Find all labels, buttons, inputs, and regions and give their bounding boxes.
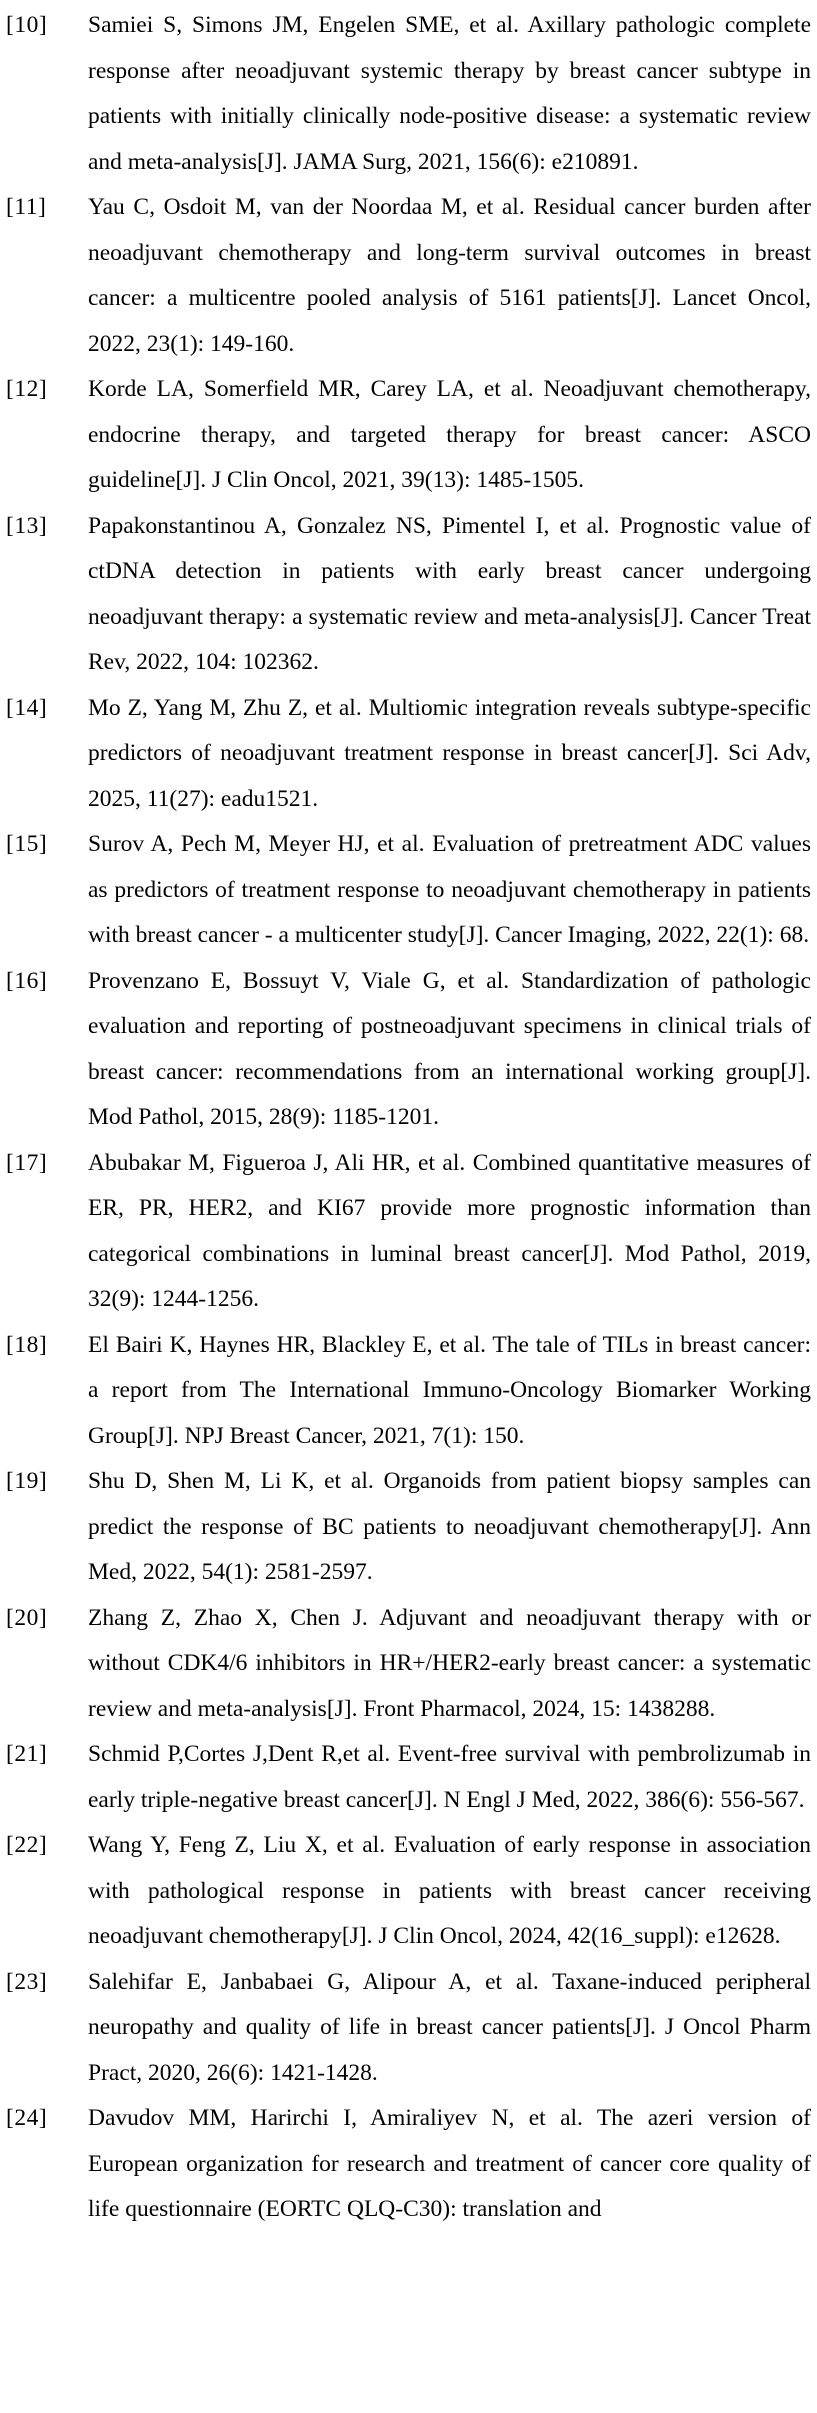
reference-item [6,1459,811,1596]
reference-item [6,686,811,823]
reference-item [6,822,811,959]
reference-number: [24] [6,2105,48,2131]
reference-text: Provenzano E, Bossuyt V, Viale G, et al. Standardization of pathologic evaluation and reporting of postneoadjuvant specimens in clinical trials of breast cancer: recommendations from an international working group[J]. Mod Pathol, 2015, 28(9): 1185-1201. [88,967,811,1130]
reference-text: Korde LA, Somerfield MR, Carey LA, et al. Neoadjuvant chemotherapy, endocrine therapy, and targeted therapy for breast cancer: ASCO guideline[J]. J Clin Oncol, 2021, 39(13): 1485-1505. [88,376,811,493]
reference-text: Wang Y, Feng Z, Liu X, et al. Evaluation of early response in association with pathological response in patients with breast cancer receiving neoadjuvant chemotherapy[J]. J Clin Oncol, 2024, 42(16_suppl): e12628. [88,1832,811,1949]
reference-item [6,959,811,1141]
reference-item [6,1732,811,1823]
reference-text: El Bairi K, Haynes HR, Blackley E, et al. The tale of TILs in breast cancer: a report from The International Immuno-Oncology Biomarker Working Group[J]. NPJ Breast Cancer, 2021, 7(1): 150. [88,1331,811,1449]
reference-number: [21] [6,1741,48,1767]
reference-text: Surov A, Pech M, Meyer HJ, et al. Evaluation of pretreatment ADC values as predictors of treatment response to neoadjuvant chemotherapy in patients with breast cancer - a multicenter study[J]. Cancer Imaging, 2022, 22(1): 68. [88,831,811,948]
reference-number: [16] [6,967,48,994]
reference-number: [15] [6,831,48,857]
reference-item [6,1323,811,1460]
reference-number: [13] [6,512,48,539]
reference-number: [11] [6,194,47,220]
reference-number: [17] [6,1149,48,1176]
reference-item [6,2096,811,2233]
reference-text: Yau C, Osdoit M, van der Noordaa M, et al. Residual cancer burden after neoadjuvant chemotherapy and long-term survival outcomes in breast cancer: a multicentre pooled analysis of 5161 patients[J]. Lancet Oncol, 2022, 23(1): 149-160. [88,194,811,357]
reference-text: Mo Z, Yang M, Zhu Z, et al. Multiomic integration reveals subtype-specific predictors of neoadjuvant treatment response in breast cancer[J]. Sci Adv, 2025, 11(27): eadu1521. [88,694,811,812]
reference-number: [19] [6,1468,48,1494]
reference-item [6,1960,811,2097]
reference-item [6,3,811,185]
reference-number: [20] [6,1604,48,1631]
reference-number: [18] [6,1331,48,1358]
reference-text: Papakonstantinou A, Gonzalez NS, Pimentel I, et al. Prognostic value of ctDNA detection in patients with early breast cancer undergoing neoadjuvant therapy: a systematic review and meta-analysis[J]. Cancer Treat Rev, 2022, 104: 102362. [88,512,811,675]
reference-number: [22] [6,1832,48,1858]
reference-text: Schmid P,Cortes J,Dent R,et al. Event-free survival with pembrolizumab in early triple-negative breast cancer[J]. N Engl J Med, 2022, 386(6): 556-567. [88,1741,811,1813]
reference-item [6,367,811,504]
reference-text: Samiei S, Simons JM, Engelen SME, et al. Axillary pathologic complete response after neoadjuvant systemic therapy by breast cancer subtype in patients with initially clinically node-positive disease: a systematic review and meta-analysis[J]. JAMA Surg, 2021, 156(6): e210891. [88,12,811,175]
reference-number: [14] [6,694,48,721]
reference-text: Abubakar M, Figueroa J, Ali HR, et al. Combined quantitative measures of ER, PR, HER2, and KI67 provide more prognostic information than categorical combinations in luminal breast cancer[J]. Mod Pathol, 2019, 32(9): 1244-1256. [88,1149,811,1312]
reference-item [6,1141,811,1323]
reference-text: Davudov MM, Harirchi I, Amiraliyev N, et al. The azeri version of European organization for research and treatment of cancer core quality of life questionnaire (EORTC QLQ-C30): translation and [88,2105,811,2222]
reference-text: Shu D, Shen M, Li K, et al. Organoids from patient biopsy samples can predict the response of BC patients to neoadjuvant chemotherapy[J]. Ann Med, 2022, 54(1): 2581-2597. [88,1468,811,1585]
reference-text: Zhang Z, Zhao X, Chen J. Adjuvant and neoadjuvant therapy with or without CDK4/6 inhibitors in HR+/HER2-early breast cancer: a systematic review and meta-analysis[J]. Front Pharmacol, 2024, 15: 1438288. [88,1604,811,1722]
reference-item [6,1823,811,1960]
reference-number: [10] [6,12,48,38]
reference-item [6,504,811,686]
reference-item [6,1596,811,1733]
reference-number: [23] [6,1968,48,1995]
reference-item [6,185,811,367]
reference-text: Salehifar E, Janbabaei G, Alipour A, et al. Taxane-induced peripheral neuropathy and quality of life in breast cancer patients[J]. J Oncol Pharm Pract, 2020, 26(6): 1421-1428. [88,1968,811,2086]
reference-number: [12] [6,376,48,402]
